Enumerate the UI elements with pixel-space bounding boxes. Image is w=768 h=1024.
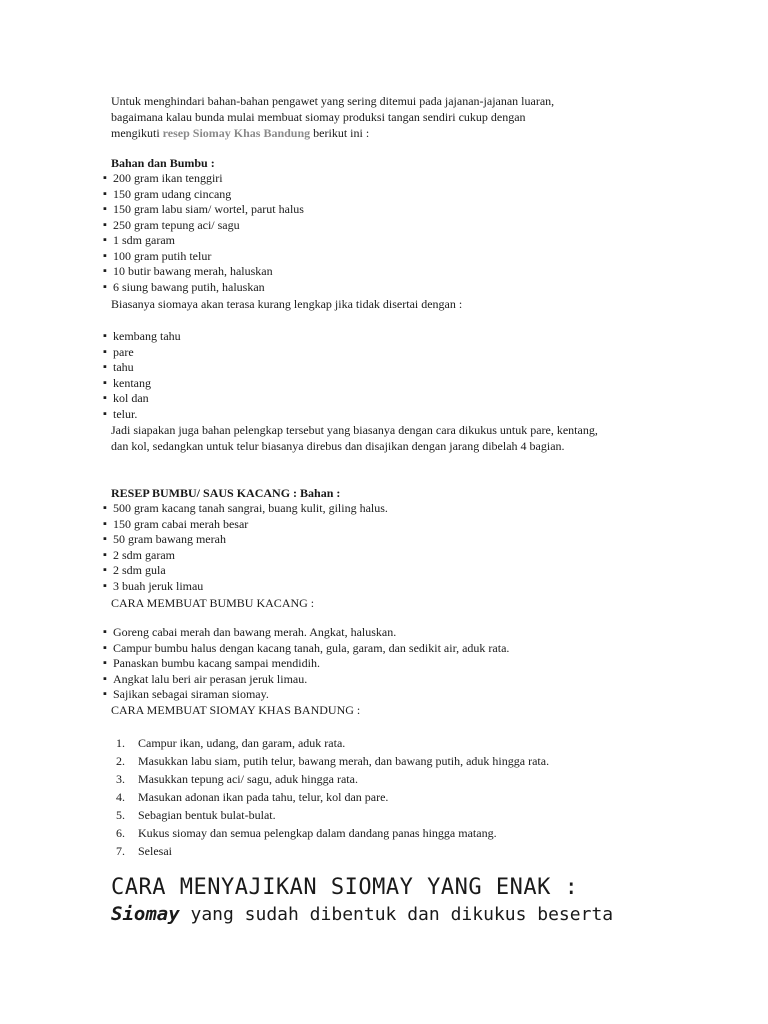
sauce-heading: RESEP BUMBU/ SAUS KACANG : Bahan :	[111, 486, 341, 500]
intro-line: Untuk menghindari bahan-bahan pengawet yang sering ditemui pada jajanan-jajanan luaran,	[111, 94, 555, 108]
list-item: ▪ kol dan	[103, 391, 181, 407]
list-item: ▪ 6 siung bawang putih, haluskan	[103, 280, 304, 296]
list-item: ▪ 10 butir bawang merah, haluskan	[103, 264, 304, 280]
complement-note: Biasanya siomaya akan terasa kurang lengkap jika tidak disertai dengan :	[111, 297, 463, 311]
serving-emphasis: Siomay	[111, 903, 180, 925]
list-item: ▪ 250 gram tepung aci/ sagu	[103, 218, 304, 234]
step-text: Sebagian bentuk bulat-bulat.	[138, 808, 276, 822]
list-item: ▪ telur.	[103, 407, 181, 423]
step-number: 1.	[116, 736, 125, 750]
serving-text	[111, 903, 613, 925]
list-item: ▪ Goreng cabai merah dan bawang merah. Angkat, haluskan.	[103, 625, 509, 641]
list-item: ▪ tahu	[103, 360, 181, 376]
siomay-method-heading: CARA MEMBUAT SIOMAY KHAS BANDUNG :	[111, 703, 361, 717]
list-item: ▪ kentang	[103, 376, 181, 392]
list-item: ▪ 150 gram udang cincang	[103, 187, 304, 203]
paragraph-line: dan kol, sedangkan untuk telur biasanya direbus dan disajikan dengan jarang dibelah 4 bagian.	[111, 439, 565, 453]
step-item	[111, 788, 549, 806]
step-text: Masukkan labu siam, putih telur, bawang merah, dan bawang putih, aduk hingga rata.	[138, 754, 550, 768]
list-item: ▪ 2 sdm garam	[103, 548, 388, 564]
intro-line: bagaimana kalau bunda mulai membuat siomay produksi tangan sendiri cukup dengan	[111, 110, 526, 124]
step-text: Masukan adonan ikan pada tahu, telur, kol dan pare.	[138, 790, 389, 804]
step-text: Selesai	[138, 844, 172, 858]
serving-rest: yang sudah dibentuk dan dikukus beserta	[179, 904, 614, 925]
list-item: ▪ 1 sdm garam	[103, 233, 304, 249]
sauce-list	[103, 501, 388, 594]
step-text: Masukkan tepung aci/ sagu, aduk hingga rata.	[138, 772, 358, 786]
complements-list	[103, 329, 181, 422]
list-item: ▪ 150 gram cabai merah besar	[103, 517, 388, 533]
list-item: ▪ 2 sdm gula	[103, 563, 388, 579]
list-item: ▪ 100 gram putih telur	[103, 249, 304, 265]
step-text: Campur ikan, udang, dan garam, aduk rata.	[138, 736, 346, 750]
recipe-link[interactable]: resep Siomay Khas Bandung	[162, 126, 311, 140]
step-number: 6.	[116, 826, 125, 840]
siomay-steps-list	[111, 734, 549, 860]
complement-paragraph	[111, 422, 671, 454]
step-item	[111, 806, 549, 824]
sauce-method-heading: CARA MEMBUAT BUMBU KACANG :	[111, 596, 315, 610]
step-item	[111, 752, 549, 770]
intro-paragraph	[111, 93, 671, 141]
step-number: 7.	[116, 844, 125, 858]
step-number: 3.	[116, 772, 125, 786]
list-item: ▪ Panaskan bumbu kacang sampai mendidih.	[103, 656, 509, 672]
ingredients-heading: Bahan dan Bumbu :	[111, 156, 215, 170]
list-item: ▪ 200 gram ikan tenggiri	[103, 171, 304, 187]
step-item	[111, 824, 549, 842]
serving-title: CARA MENYAJIKAN SIOMAY YANG ENAK :	[111, 875, 579, 900]
ingredients-list	[103, 171, 304, 295]
step-item	[111, 734, 549, 752]
list-item: ▪ kembang tahu	[103, 329, 181, 345]
step-number: 5.	[116, 808, 125, 822]
step-number: 4.	[116, 790, 125, 804]
list-item: ▪ Campur bumbu halus dengan kacang tanah, gula, garam, dan sedikit air, aduk rata.	[103, 641, 509, 657]
list-item: ▪ 500 gram kacang tanah sangrai, buang kulit, giling halus.	[103, 501, 388, 517]
step-number: 2.	[116, 754, 125, 768]
sauce-method-list	[103, 625, 509, 703]
list-item: ▪ 50 gram bawang merah	[103, 532, 388, 548]
list-item: ▪ 150 gram labu siam/ wortel, parut halus	[103, 202, 304, 218]
list-item: ▪ pare	[103, 345, 181, 361]
intro-text: berikut ini :	[310, 126, 370, 140]
list-item: ▪ Sajikan sebagai siraman siomay.	[103, 687, 509, 703]
list-item: ▪ Angkat lalu beri air perasan jeruk limau.	[103, 672, 509, 688]
step-item	[111, 842, 549, 860]
paragraph-line: Jadi siapakan juga bahan pelengkap tersebut yang biasanya dengan cara dikukus untuk pare, kentang,	[111, 423, 598, 437]
step-text: Kukus siomay dan semua pelengkap dalam dandang panas hingga matang.	[138, 826, 497, 840]
intro-line	[111, 125, 671, 141]
list-item: ▪ 3 buah jeruk limau	[103, 579, 388, 595]
step-item	[111, 770, 549, 788]
intro-text: mengikuti	[111, 126, 163, 140]
